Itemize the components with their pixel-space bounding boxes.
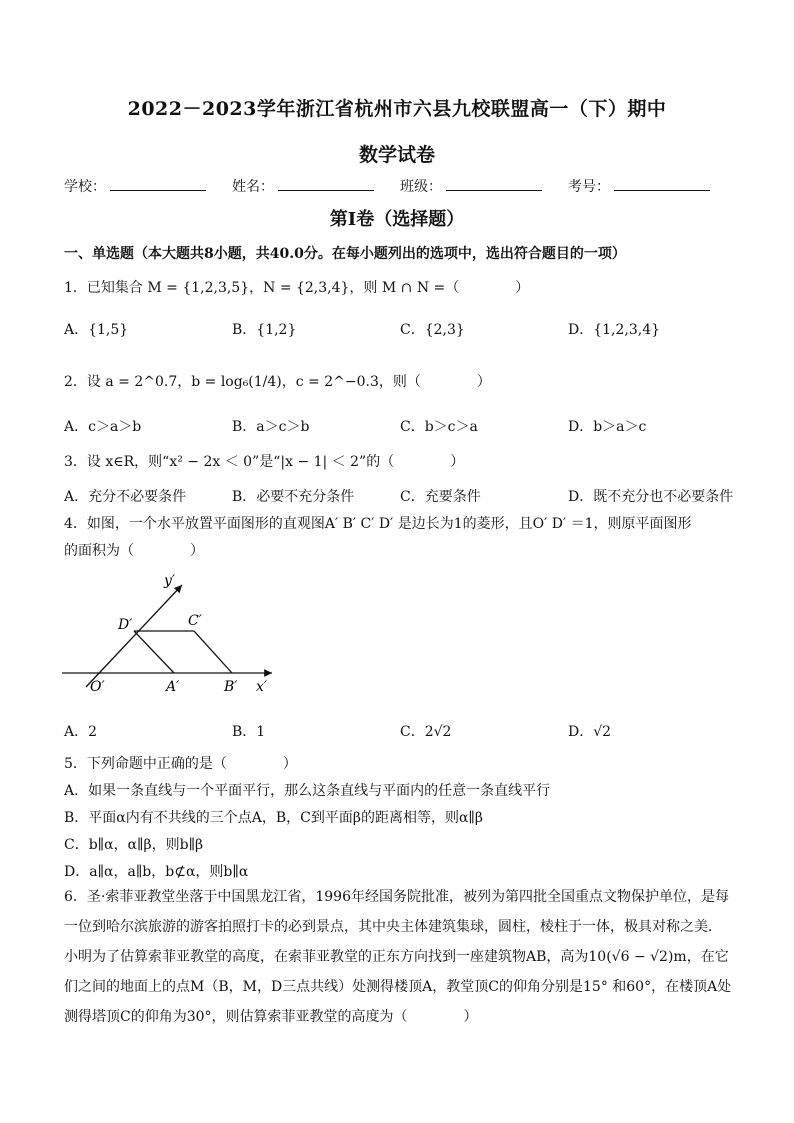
- question-2-option-d: D．b＞a＞c: [568, 419, 647, 435]
- label-a: A′: [166, 679, 180, 695]
- question-5-option-d: D．a∥α，a∥b，b⊄α，则b∥α: [64, 864, 249, 880]
- question-4-option-d: D．√2: [568, 724, 612, 740]
- exam-number-label: 考号：: [568, 179, 610, 195]
- question-4-stem-line-2: 的面积为（ ）: [64, 543, 204, 559]
- question-3-option-d: D．既不充分也不必要条件: [568, 489, 734, 505]
- label-c: C′: [188, 613, 202, 629]
- label-b: B′: [224, 679, 238, 695]
- question-3-option-b: B．必要不充分条件: [232, 489, 355, 505]
- part-title: 第Ⅰ卷（选择题）: [329, 209, 465, 230]
- school-field: [64, 176, 206, 196]
- label-o: O′: [90, 679, 105, 695]
- question-1-option-b: B．{1,2}: [232, 322, 297, 338]
- class-field: [400, 176, 542, 196]
- question-2-option-a: A．c＞a＞b: [64, 419, 142, 435]
- class-blank: [446, 178, 542, 191]
- question-4-option-a: A．2: [64, 724, 98, 740]
- name-label: 姓名：: [232, 179, 274, 195]
- question-1-option-a: A．{1,5}: [64, 322, 129, 338]
- question-2-stem: 2．设 a = 2^0.7，b = log₆(1/4)，c = 2^−0.3，则（ ）: [64, 374, 491, 390]
- name-field: [232, 176, 374, 196]
- question-6-stem: 6．圣·索菲亚教堂坐落于中国黑龙江省，1996年经国务院批准，被列为第四批全国重点文物保护单位，是每一位到哈尔滨旅游的游客拍照打卡的必到景点，其中央主体建筑集球，圆柱，棱柱于一体，极具对称之美．小明为了估算索菲亚教堂的高度，在索菲亚教堂的正东方向找到一座建筑物AB，高为10(√6 − √2)m，在它们之间的地面上的点M（B，M，D三点共线）处测得楼顶A，教堂顶C的仰角分别是15° 和60°，在楼顶A处测得塔顶C的仰角为30°，则估算索菲亚教堂的高度为（ ）: [64, 889, 732, 1025]
- question-4-stem-line-1: 4．如图，一个水平放置平面图形的直观图A′ B′ C′ D′ 是边长为1的菱形，且O′ D′ ＝1，则原平面图形: [64, 516, 692, 532]
- name-blank: [278, 178, 374, 191]
- page-title: 2022－2023学年浙江省杭州市六县九校联盟高一（下）期中: [127, 98, 667, 120]
- page-subtitle: 数学试卷: [358, 144, 435, 166]
- question-2-option-b: B．a＞c＞b: [232, 419, 310, 435]
- question-3-stem: 3．设 x∈R，则“x² − 2x ＜ 0”是“|x − 1| ＜ 2”的（ ）: [64, 454, 465, 470]
- question-5-stem: 5．下列命题中正确的是（ ）: [64, 756, 297, 772]
- section-title: 一、单选题（本大题共8小题，共40.0分。在每小题列出的选项中，选出符合题目的一项）: [64, 246, 626, 262]
- label-y: y′: [164, 573, 176, 589]
- class-label: 班级：: [400, 179, 442, 195]
- label-x: x′: [256, 679, 268, 695]
- edge-d-a: [134, 631, 174, 673]
- question-5-option-a: A．如果一条直线与一个平面平行，那么这条直线与平面内的任意一条直线平行: [64, 783, 551, 799]
- school-label: 学校：: [64, 179, 106, 195]
- label-d: D′: [118, 617, 133, 633]
- question-5-option-c: C．b∥α，α∥β，则b∥β: [64, 837, 204, 853]
- school-blank: [110, 178, 206, 191]
- exam-number-blank: [614, 178, 710, 191]
- y-axis: [86, 585, 182, 687]
- rhombus-intuitive-diagram: [60, 565, 290, 705]
- question-3-option-c: C．充要条件: [400, 489, 481, 505]
- question-1-stem: 1．已知集合 M = {1,2,3,5}，N = {2,3,4}，则 M ∩ N =（ ）: [64, 280, 530, 296]
- question-4-option-c: C．2√2: [400, 724, 452, 740]
- edge-c-b: [194, 631, 232, 673]
- question-4-option-b: B．1: [232, 724, 266, 740]
- question-1-option-d: D．{1,2,3,4}: [568, 322, 661, 338]
- question-2-option-c: C．b＞c＞a: [400, 419, 478, 435]
- question-1-option-c: C．{2,3}: [400, 322, 465, 338]
- exam-number-field: [568, 176, 710, 196]
- question-5-option-b: B．平面α内有不共线的三个点A，B，C到平面β的距离相等，则α∥β: [64, 810, 483, 826]
- question-3-option-a: A．充分不必要条件: [64, 489, 187, 505]
